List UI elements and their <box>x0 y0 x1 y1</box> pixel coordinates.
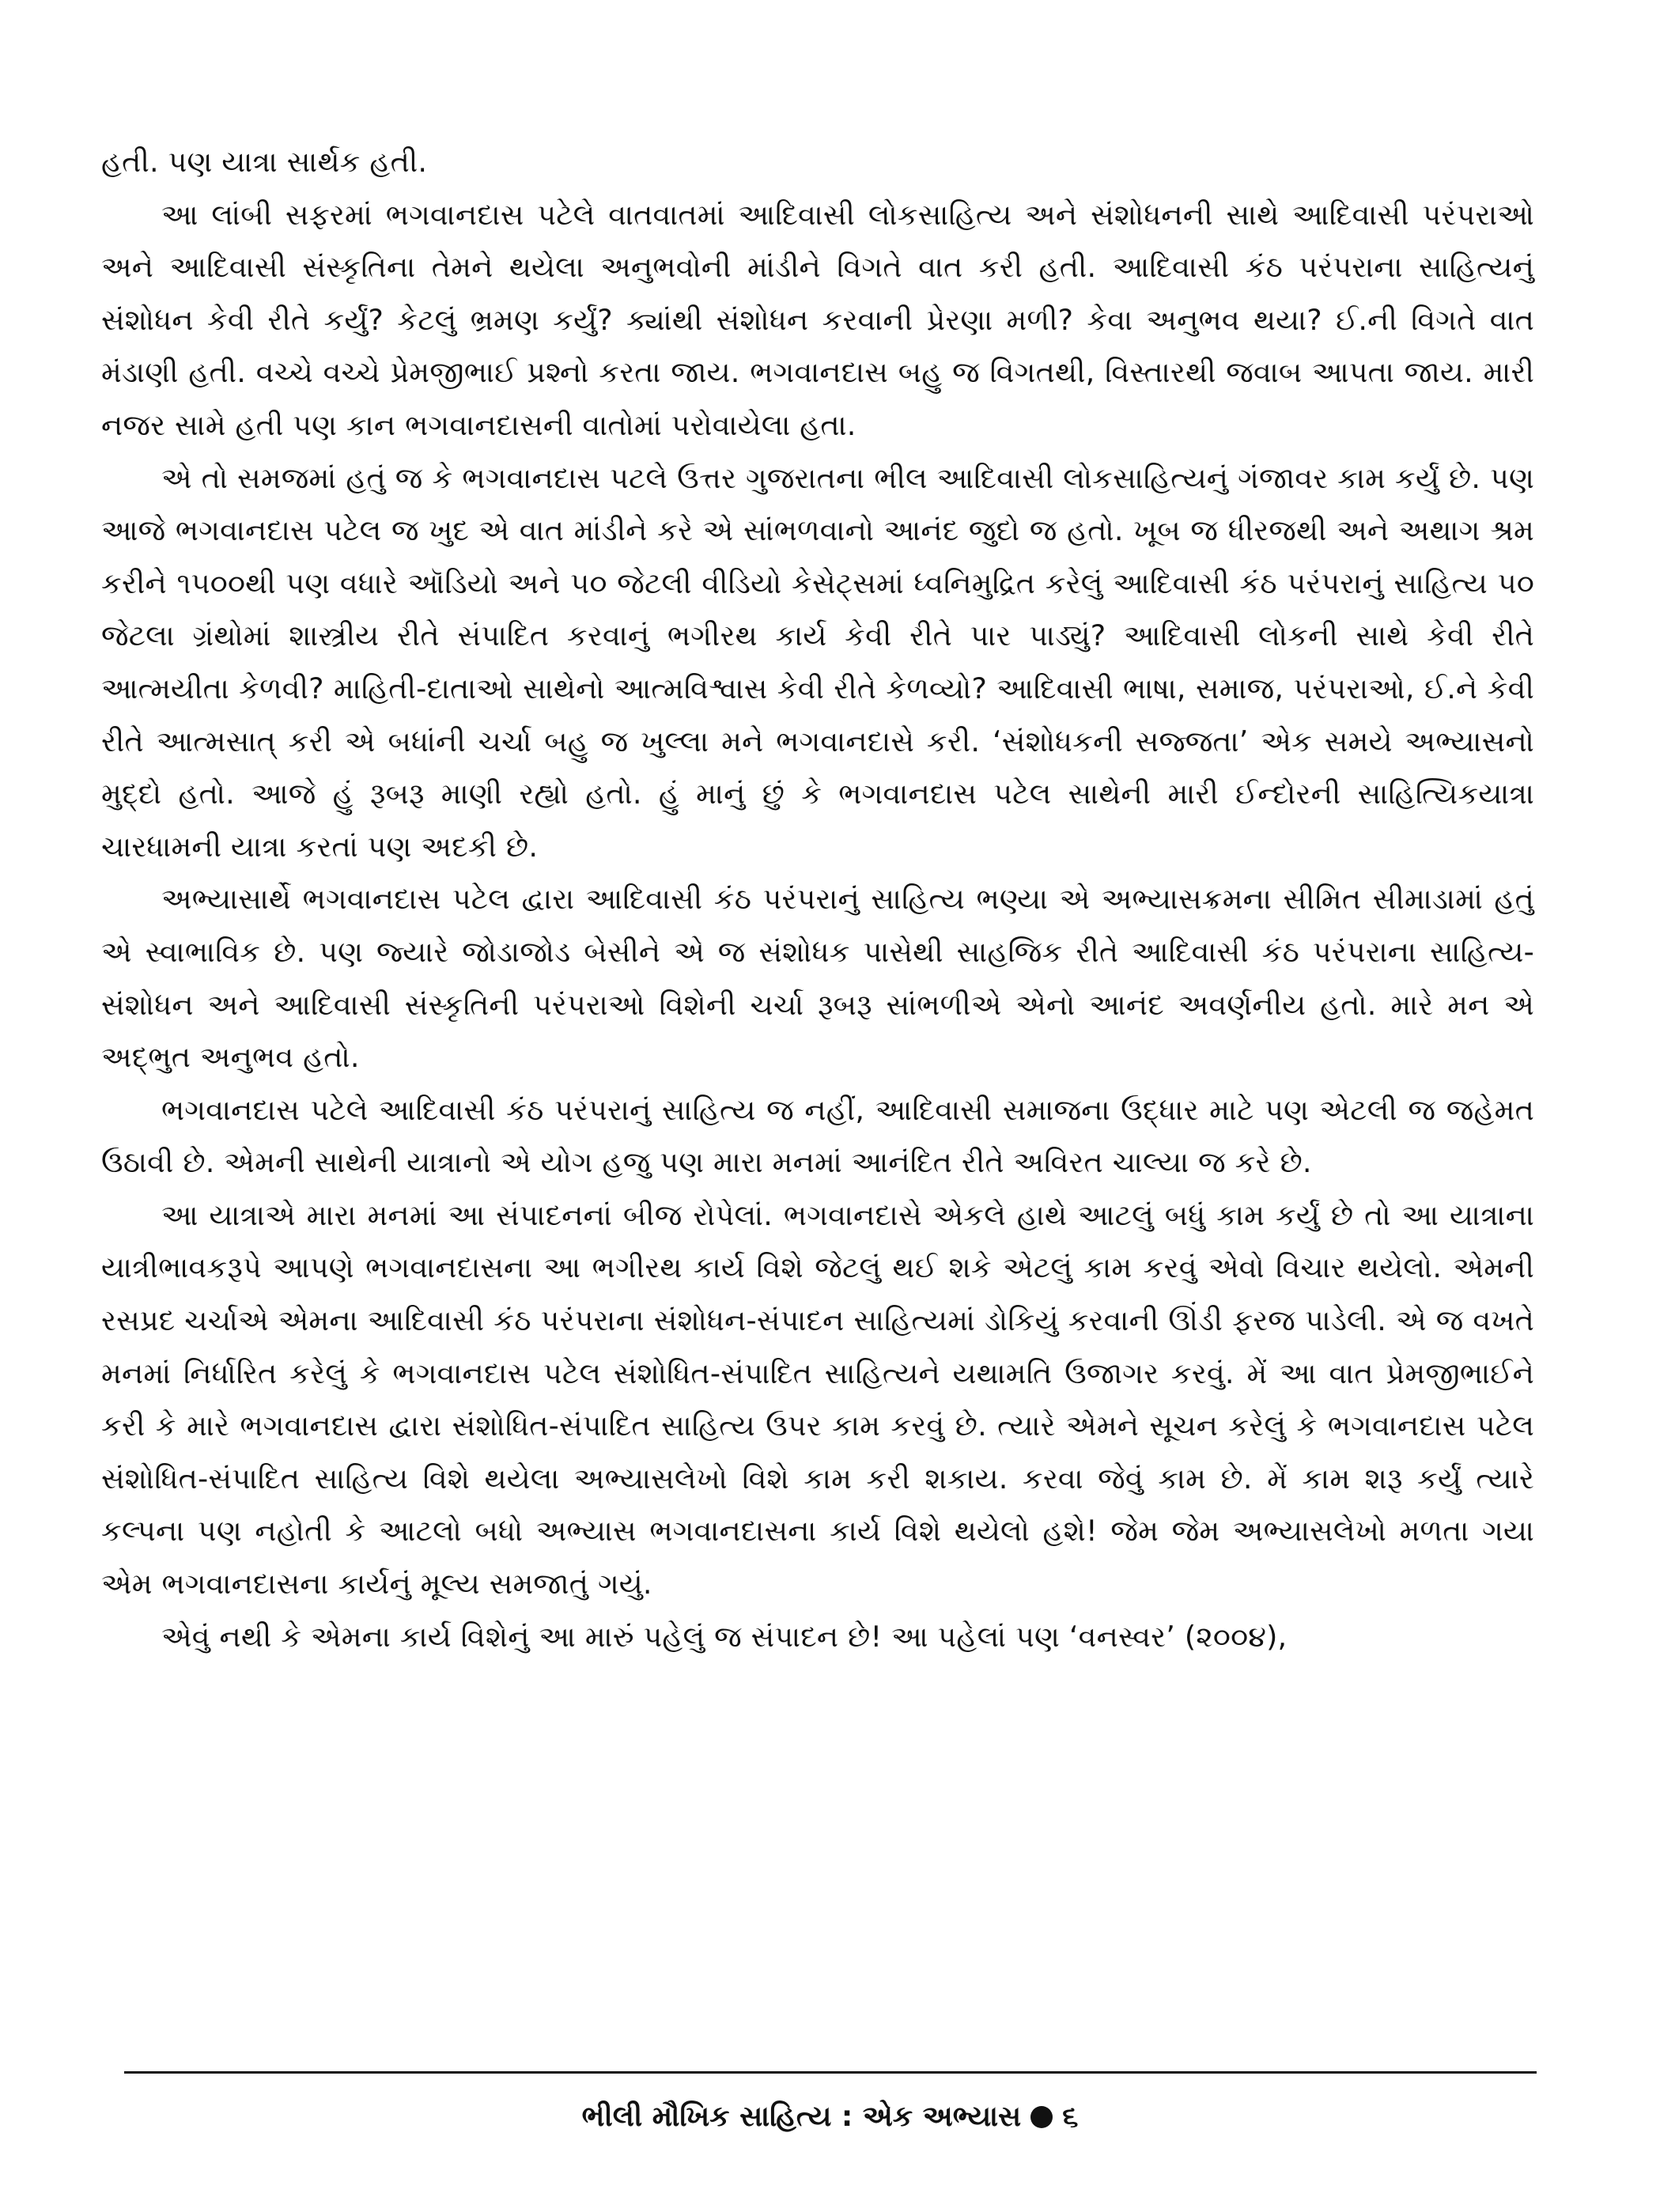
page-number: ૬ <box>1062 2100 1079 2133</box>
footer-divider <box>124 2071 1537 2074</box>
paragraph-continuation: હતી. પણ યાત્રા સાર્થક હતી. <box>101 145 428 179</box>
body-text <box>101 136 1534 1663</box>
page-footer <box>0 2097 1660 2137</box>
bullet-icon <box>1030 2106 1053 2128</box>
paragraph: ભગવાનદાસ પટેલે આદિવાસી કંઠ પરંપરાનું સાહિત્ય જ નહીં, આદિવાસી સમાજના ઉદ્ધાર માટે પણ એટલી જ જહેમત ઉઠાવી છે. એમની સાથેની યાત્રાનો એ યોગ હજુ પણ મારા મનમાં આનંદિત રીતે અવિરત ચાલ્યા જ કરે છે. <box>101 1092 1534 1180</box>
paragraph: એવું નથી કે એમના કાર્ય વિશેનું આ મારું પહેલું જ સંપાદન છે! આ પહેલાં પણ ‘વનસ્વર’ (૨૦૦૪), <box>161 1619 1288 1654</box>
paragraph: એ તો સમજમાં હતું જ કે ભગવાનદાસ પટલે ઉત્તર ગુજરાતના ભીલ આદિવાસી લોકસાહિત્યનું ગંજાવર કામ કર્યું છે. પણ આજે ભગવાનદાસ પટેલ જ ખુદ એ વાત માંડીને કરે એ સાંભળવાનો આનંદ જુદો જ હતો. ખૂબ જ ધીરજથી અને અથાગ શ્રમ કરીને ૧૫૦૦થી પણ વધારે ઑડિયો અને ૫૦ જેટલી વીડિયો કેસેટ્સમાં ધ્વનિમુદ્રિત કરેલું આદિવાસી કંઠ પરંપરાનું સાહિત્ય ૫૦ જેટલા ગ્રંથોમાં શાસ્ત્રીય રીતે સંપાદિત કરવાનું ભગીરથ કાર્ય કેવી રીતે પાર પાડ્યું? આદિવાસી લોકની સાથે કેવી રીતે આત્મયીતા કેળવી? માહિતી-દાતાઓ સાથેનો આત્મવિશ્વાસ કેવી રીતે કેળવ્યો? આદિવાસી ભાષા, સમાજ, પરંપરાઓ, ઈ.ને કેવી રીતે આત્મસાત્ કરી એ બધાંની ચર્ચા બહુ જ ખુલ્લા મને ભગવાનદાસે કરી. ‘સંશોધકની સજ્જતા’ એક સમયે અભ્યાસનો મુદ્દો હતો. આજે હું રૂબરૂ માણી રહ્યો હતો. હું માનું છું કે ભગવાનદાસ પટેલ સાથેની મારી ઈન્દોરની સાહિત્યિકયાત્રા ચારધામની યાત્રા કરતાં પણ અદકી છે. <box>101 460 1534 864</box>
paragraph: અભ્યાસાર્થે ભગવાનદાસ પટેલ દ્વારા આદિવાસી કંઠ પરંપરાનું સાહિત્ય ભણ્યા એ અભ્યાસક્રમના સીમિત સીમાડામાં હતું એ સ્વાભાવિક છે. પણ જ્યારે જોડાજોડ બેસીને એ જ સંશોધક પાસેથી સાહજિક રીતે આદિવાસી કંઠ પરંપરાના સાહિત્ય-સંશોધન અને આદિવાસી સંસ્કૃતિની પરંપરાઓ વિશેની ચર્ચા રૂબરૂ સાંભળીએ એનો આનંદ અવર્ણનીય હતો. મારે મન એ અદ્ભુત અનુભવ હતો. <box>101 882 1534 1075</box>
footer-title: ભીલી મૌખિક સાહિત્ય : એક અભ્યાસ <box>581 2100 1022 2133</box>
paragraph: આ યાત્રાએ મારા મનમાં આ સંપાદનનાં બીજ રોપેલાં. ભગવાનદાસે એકલે હાથે આટલું બધું કામ કર્યું છે તો આ યાત્રાના યાત્રીભાવકરૂપે આપણે ભગવાનદાસના આ ભગીરથ કાર્ય વિશે જેટલું થઈ શકે એટલું કામ કરવું એવો વિચાર થયેલો. એમની રસપ્રદ ચર્ચાએ એમના આદિવાસી કંઠ પરંપરાના સંશોધન-સંપાદન સાહિત્યમાં ડોકિયું કરવાની ઊંડી ફરજ પાડેલી. એ જ વખતે મનમાં નિર્ધારિત કરેલું કે ભગવાનદાસ પટેલ સંશોધિત-સંપાદિત સાહિત્યને યથામતિ ઉજાગર કરવું. મેં આ વાત પ્રેમજીભાઈને કરી કે મારે ભગવાનદાસ દ્વારા સંશોધિત-સંપાદિત સાહિત્ય ઉપર કામ કરવું છે. ત્યારે એમને સૂચન કરેલું કે ભગવાનદાસ પટેલ સંશોધિત-સંપાદિત સાહિત્ય વિશે થયેલા અભ્યાસલેખો વિશે કામ કરી શકાય. કરવા જેવું કામ છે. મેં કામ શરૂ કર્યું ત્યારે કલ્પના પણ નહોતી કે આટલો બધો અભ્યાસ ભગવાનદાસના કાર્ય વિશે થયેલો હશે! જેમ જેમ અભ્યાસલેખો મળતા ગયા એમ ભગવાનદાસના કાર્યનું મૂલ્ય સમજાતું ગયું. <box>101 1197 1534 1601</box>
paragraph: આ લાંબી સફરમાં ભગવાનદાસ પટેલે વાતવાતમાં આદિવાસી લોકસાહિત્ય અને સંશોધનની સાથે આદિવાસી પરંપરાઓ અને આદિવાસી સંસ્કૃતિના તેમને થયેલા અનુભવોની માંડીને વિગતે વાત કરી હતી. આદિવાસી કંઠ પરંપરાના સાહિત્યનું સંશોધન કેવી રીતે કર્યું? કેટલું ભ્રમણ કર્યું? ક્યાંથી સંશોધન કરવાની પ્રેરણા મળી? કેવા અનુભવ થયા? ઈ.ની વિગતે વાત મંડાણી હતી. વચ્ચે વચ્ચે પ્રેમજીભાઈ પ્રશ્નો કરતા જાય. ભગવાનદાસ બહુ જ વિગતથી, વિસ્તારથી જવાબ આપતા જાય. મારી નજર સામે હતી પણ કાન ભગવાનદાસની વાતોમાં પરોવાયેલા હતા. <box>101 197 1534 442</box>
